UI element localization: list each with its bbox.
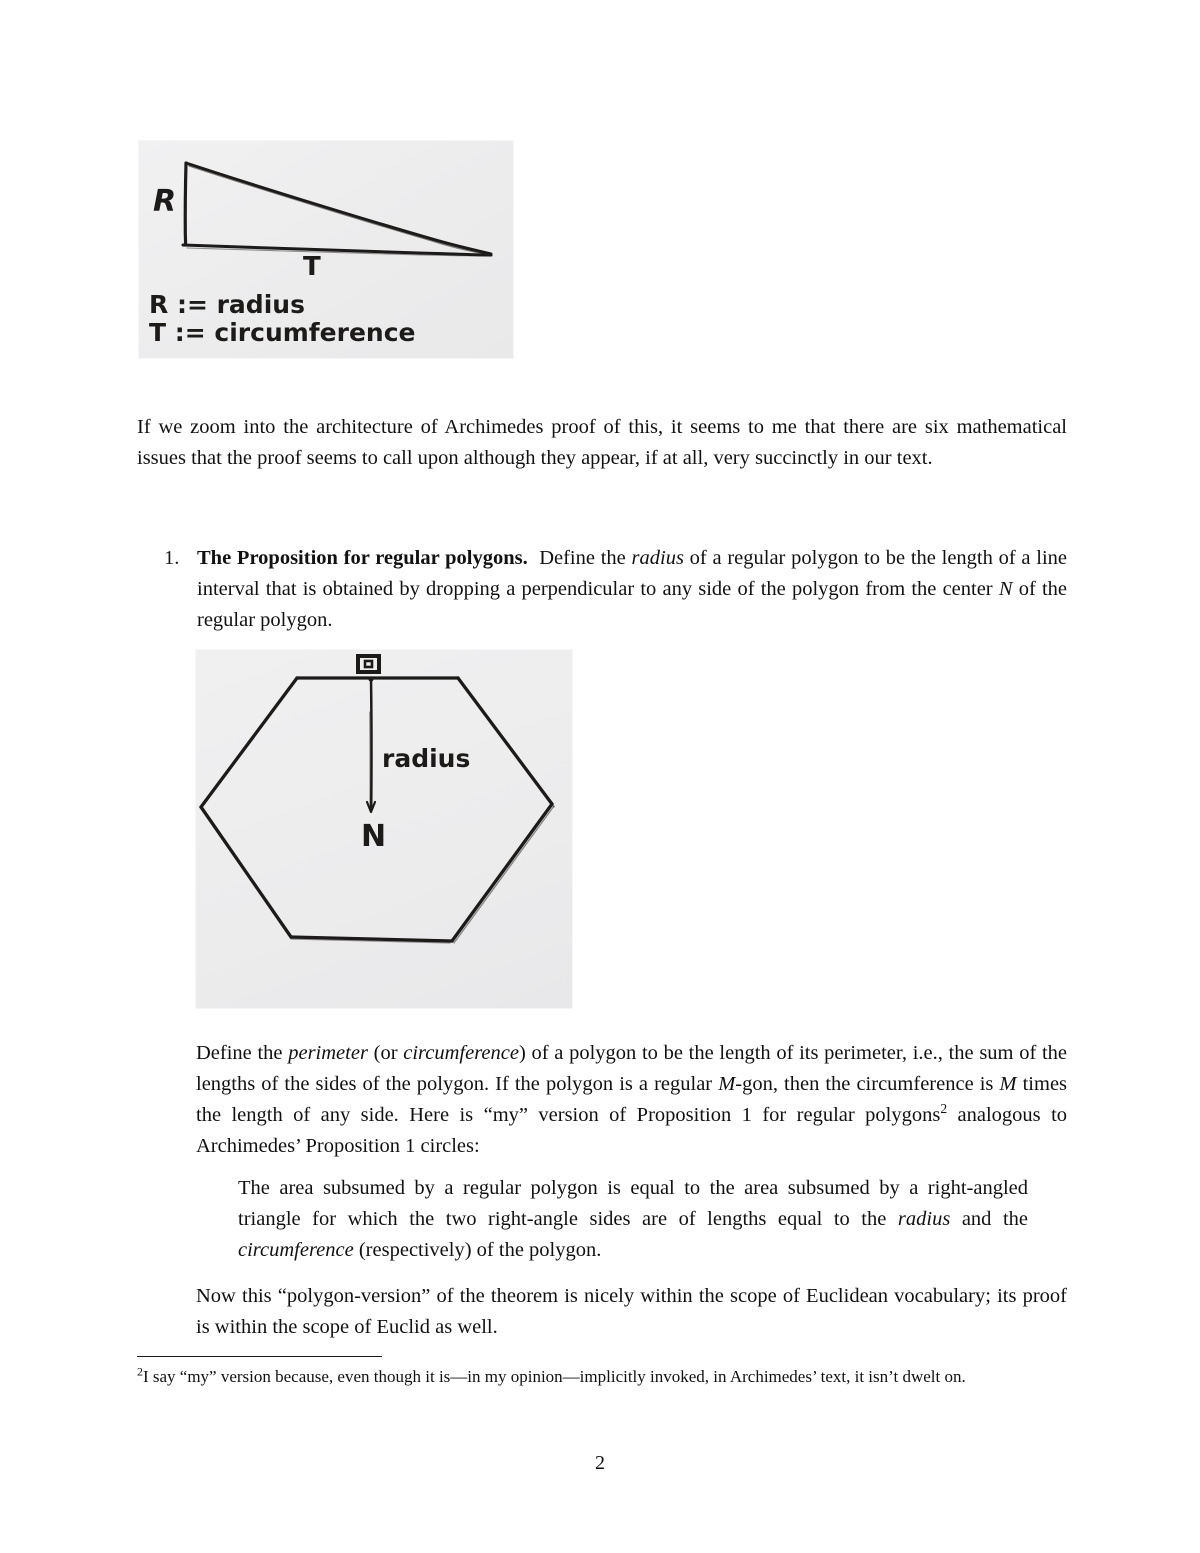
perimeter-paragraph-text <box>196 1038 1067 1162</box>
proposition-text-2: of a regular polygon to be the length of a line interval that is obtained by dropping a perpendicular to any side of the polygon from the center <box>197 547 1068 600</box>
footnote-text <box>137 1364 1067 1389</box>
hexagon-figure <box>196 650 572 1008</box>
footnote-separator-rule <box>137 1356 382 1357</box>
math-symbol-M-1: M <box>718 1073 736 1095</box>
intro-paragraph-block <box>137 412 1067 474</box>
right-angle-icon <box>358 656 379 672</box>
footnote-marker-inline[interactable]: 2 <box>940 1101 948 1117</box>
hexagon-lower-right-edge <box>452 804 552 941</box>
footnote-marker: 2 <box>137 1364 143 1379</box>
intro-paragraph-text: If we zoom into the architecture of Archimedes proof of this, it seems to me that there are six mathematical issues that the proof seems to call upon although they appear, if at all, very succinctly in our text. <box>137 416 1067 469</box>
hexagon-upper-right-edge-secondary <box>460 681 554 807</box>
perimeter-seg-5: times the length of any side. Here is “my” version of Proposition 1 for regular polygons <box>196 1073 1068 1126</box>
hexagon-lower-right-edge-secondary <box>454 806 554 943</box>
list-item-marker: 1. <box>164 547 180 569</box>
list-item <box>137 543 1067 636</box>
right-triangle-figure <box>139 141 513 358</box>
perimeter-paragraph-block <box>196 1038 1067 1162</box>
quote-seg-3: (respectively) of the polygon. <box>358 1239 602 1261</box>
hexagon-label-N: N <box>361 819 387 854</box>
triangle-label-R: R <box>153 184 177 219</box>
quote-block <box>238 1173 1028 1266</box>
hexagon-label-radius: radius <box>382 744 471 773</box>
triangle-caption-line-1: R := radius <box>149 290 305 319</box>
closing-paragraph-text: Now this “polygon-version” of the theorem is nicely within the scope of Euclidean vocabulary; its proof is within the scope of Euclid as well. <box>196 1285 1067 1338</box>
proposition-heading: The Proposition for regular polygons. <box>197 547 528 569</box>
perimeter-seg-6: analogous to Archimedes’ Proposition 1 circles: <box>196 1104 1068 1157</box>
term-circumference: circumference <box>403 1042 519 1064</box>
math-symbol-M-2: M <box>999 1073 1017 1095</box>
list-item-text <box>197 543 1067 636</box>
perimeter-seg-4: -gon, then the circumference is <box>735 1073 994 1095</box>
proposition-text-1: Define the <box>539 547 626 569</box>
footnote-body: I say “my” version because, even though it is—in my opinion—implicitly invoked, in Archimedes’ text, it isn’t dwelt on. <box>142 1367 966 1386</box>
footnote-area <box>137 1356 1067 1389</box>
hexagon-bottom-edge <box>291 937 452 941</box>
triangle-label-T: T <box>303 252 321 282</box>
hexagon-drawing <box>196 650 572 1008</box>
quote-term-radius: radius <box>897 1208 951 1230</box>
triangle-hypotenuse <box>186 163 491 254</box>
triangle-base <box>183 245 491 255</box>
closing-paragraph-block <box>196 1281 1067 1343</box>
hexagon-foot-point <box>368 676 373 681</box>
quote-text <box>238 1173 1028 1266</box>
hexagon-lower-left-edge <box>201 807 291 937</box>
term-perimeter: perimeter <box>288 1042 368 1064</box>
math-symbol-N: N <box>998 578 1013 600</box>
proposition-text-3: of the regular polygon. <box>197 578 1068 631</box>
enumerated-list <box>137 543 1067 636</box>
quote-seg-1: The area subsumed by a regular polygon is equal to the area subsumed by a right-angled triangle for which the two right-angle sides are of lengths equal to the <box>238 1177 1028 1230</box>
perimeter-seg-2: (or <box>373 1042 398 1064</box>
triangle-vertical-side <box>185 163 186 244</box>
perimeter-seg-1: Define the <box>196 1042 283 1064</box>
quote-seg-2: and the <box>961 1208 1028 1230</box>
quote-term-circumference: circumference <box>238 1239 354 1261</box>
term-radius: radius <box>631 547 684 569</box>
triangle-caption-line-2: T := circumference <box>149 318 416 347</box>
hexagon-upper-left-edge <box>201 678 297 807</box>
perimeter-seg-3: ) of a polygon to be the length of its perimeter, i.e., the sum of the lengths of the sides of the polygon. If the polygon is a regular <box>196 1042 1068 1095</box>
page-number: 2 <box>595 1452 605 1474</box>
right-triangle-drawing <box>139 141 513 358</box>
